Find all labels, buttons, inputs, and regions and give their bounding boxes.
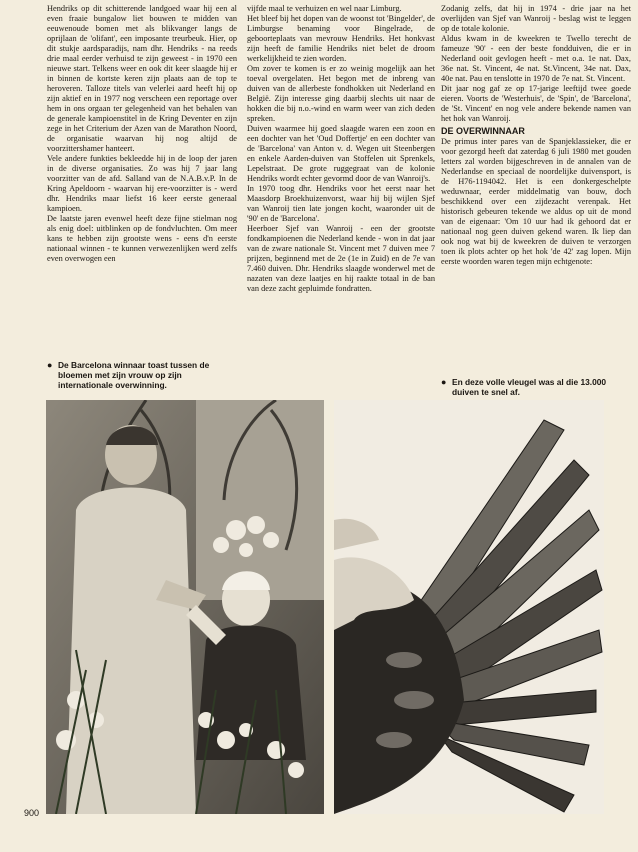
couple-toasting-illustration	[46, 400, 324, 814]
paragraph: Om zover te komen is er zo weinig mogelijk aan het toeval overgelaten. Het begon met de inbreng van duiven van de allerbeste fondhokken uit Nederland en België. Zijn interesse ging daarbij slechts uit naar de hokken die bij n.o.-wind en warm weer van zich deden spreken.	[247, 64, 435, 123]
paragraph: De laatste jaren evenwel heeft deze fijne stielman nog als enig doel: uitblinken op de fondvluchten. Om meer kans te hebben zijn grootste wens - eens d'n eerste nationaal winnen - te kunnen verwezenlijken werd zelfs even overwogen een	[47, 214, 237, 263]
couple-toasting-photo	[46, 400, 324, 814]
paragraph: Hendriks op dit schitterende landgoed waar hij een al even fraaie bungalow liet bouwen te midden van eeuwenoude bomen met als blikvanger langs de oprijlaan de 'olifant', een imposante treurbeuk. Hier, op dit stukje aardsparadijs, nam dhr. Hendriks - na reeds drie maal eerder verhuisd te zijn geweest - in 1970 een nieuwe start. Telkens weer en ook dit keer slaagde hij er in binnen de kortste keren zijn plaats aan de top te heroveren. Talloze titels van velerlei aard heeft hij op zijn aktief en in 1977 nog verscheen een reportage over hem in ons orgaan ter gelegenheid van het behalen van de generale kampioenstitel in de Kring Deventer en zijn zege in het Criterium der Azen van de Marathon Noord, de organisatie waarvan hij nog altijd de voorzittershamer hanteert.	[47, 4, 237, 153]
text-column-2	[247, 4, 435, 294]
paragraph: vijfde maal te verhuizen en wel naar Limburg.	[247, 4, 402, 13]
photo-caption-right: ● En deze volle vleugel was al die 13.000 duiven te snel af.	[441, 377, 607, 398]
text-column-1	[47, 4, 237, 264]
paragraph: In 1970 toog dhr. Hendriks voor het eerst naar het Maasdorp Broekhuizenvorst, waar hij bij wijlen Sjef van Wanroij tien late jongen kocht, waaronder uit de '90' en de 'Barcelona'.	[247, 184, 435, 223]
text-column-3	[441, 4, 631, 267]
paragraph: Vele andere funkties bekleedde hij in de loop der jaren in de diverse organisaties. Zo was hij 7 jaar lang voorzitter van de afd. Salland van de N.A.B.v.P. In de Kring Apeldoorn - waarvan hij ere-voorzitter is - werd dhr. Hendriks maar liefst 16 keer eerste generaal kampioen.	[47, 154, 237, 213]
paragraph: Dit jaar nog gaf ze op 17-jarige leeftijd twee goede eieren. Voorts de 'Westerhuis', de 'Spin', de 'Barcelona', de 'St. Vincent' en nog vele andere bekende namen van het hok van Wanroij.	[441, 84, 631, 123]
paragraph: De primus inter pares van de Spanjeklassieker, die er voor gezorgd heeft dat zaterdag 6 juli 1980 met gouden letters zal worden bijgeschreven in de annalen van de Nederlandse en speciaal de noordelijke duivensport, is de H76-1194042. Het is een donkergeschelpte weduwnaar, eerder middelmatig van bouw, doch beschikkend over een zijdezacht verenpak. Het historisch gebeuren tekende we aldus op uit de mond van de eigenaar: 'Om 10 uur had ik gehoord dat er nationaal nog geen duiven gekend waren. Ik liep dan ook nog wat bij de kweekren de duiven te verzorgen toen ik plots achter op het hok 'de 42' zag lopen. Mijn eerste woorden waren tegen mijn echtgenote:	[441, 137, 631, 266]
section-subheading: DE OVERWINNAAR	[441, 126, 525, 136]
photo-caption-left: ● De Barcelona winnaar toast tussen de bloemen met zijn vrouw op zijn internationale overwinning.	[47, 360, 210, 391]
paragraph: Aldus kwam in de kweekren te Twello terecht de fameuze '90' - een der beste fondduiven, die er in Nederland ooit gevlogen heeft - met o.a. 1e nat. Dax, 36e nat. St. Vincent, 4e nat. St.Vincent, 34e nat. Dax, 40e nat. Pau en tenslotte in 1970 de 7e nat. St. Vincent.	[441, 34, 631, 83]
pigeon-wing-illustration	[334, 400, 604, 814]
bullet-icon: ●	[47, 360, 53, 370]
bullet-icon: ●	[441, 377, 447, 387]
paragraph: Zodanig zelfs, dat hij in 1974 - drie jaar na het overlijden van Sjef van Wanroij - beslag wist te leggen op de totale kolonie.	[441, 4, 631, 33]
pigeon-wing-photo	[334, 400, 604, 814]
paragraph: Het bleef bij het dopen van de woonst tot 'Bingelder', de Limburgse benaming voor Bingelrade, de geboorteplaats van mevrouw Hendriks. Het honkvast zijn heeft de familie Hendriks niet belet de droom werkelijkheid te zien worden.	[247, 14, 435, 63]
paragraph: Duiven waarmee hij goed slaagde waren een zoon en een dochter van het 'Oud Doffertje' en een dochter van de 'Barcelona' van Anton v. d. Wegen uit Steenbergen en enkele Aarden-duiven van Stoffelen uit Sprenkels, Lepelstraat. De grote ruggegraat van de kolonie Hendriks wordt echter gevormd door de van Wanroij's.	[247, 124, 435, 183]
page-number: 900	[24, 808, 40, 818]
paragraph: Heerboer Sjef van Wanroij - een der grootste fondkampioenen die Nederland kende - won in dat jaar van de zware nationale St. Vincent met 7 duiven mee 7 prijzen, beginnend met de 2e (1e in Zuid) en de 7e van 7.460 duiven. Dhr. Hendriks slaagde wonderwel met de nazaten van deze laatjes en hij raakte totaal in de ban van deze zacht gepluimde fondratten.	[247, 224, 435, 293]
